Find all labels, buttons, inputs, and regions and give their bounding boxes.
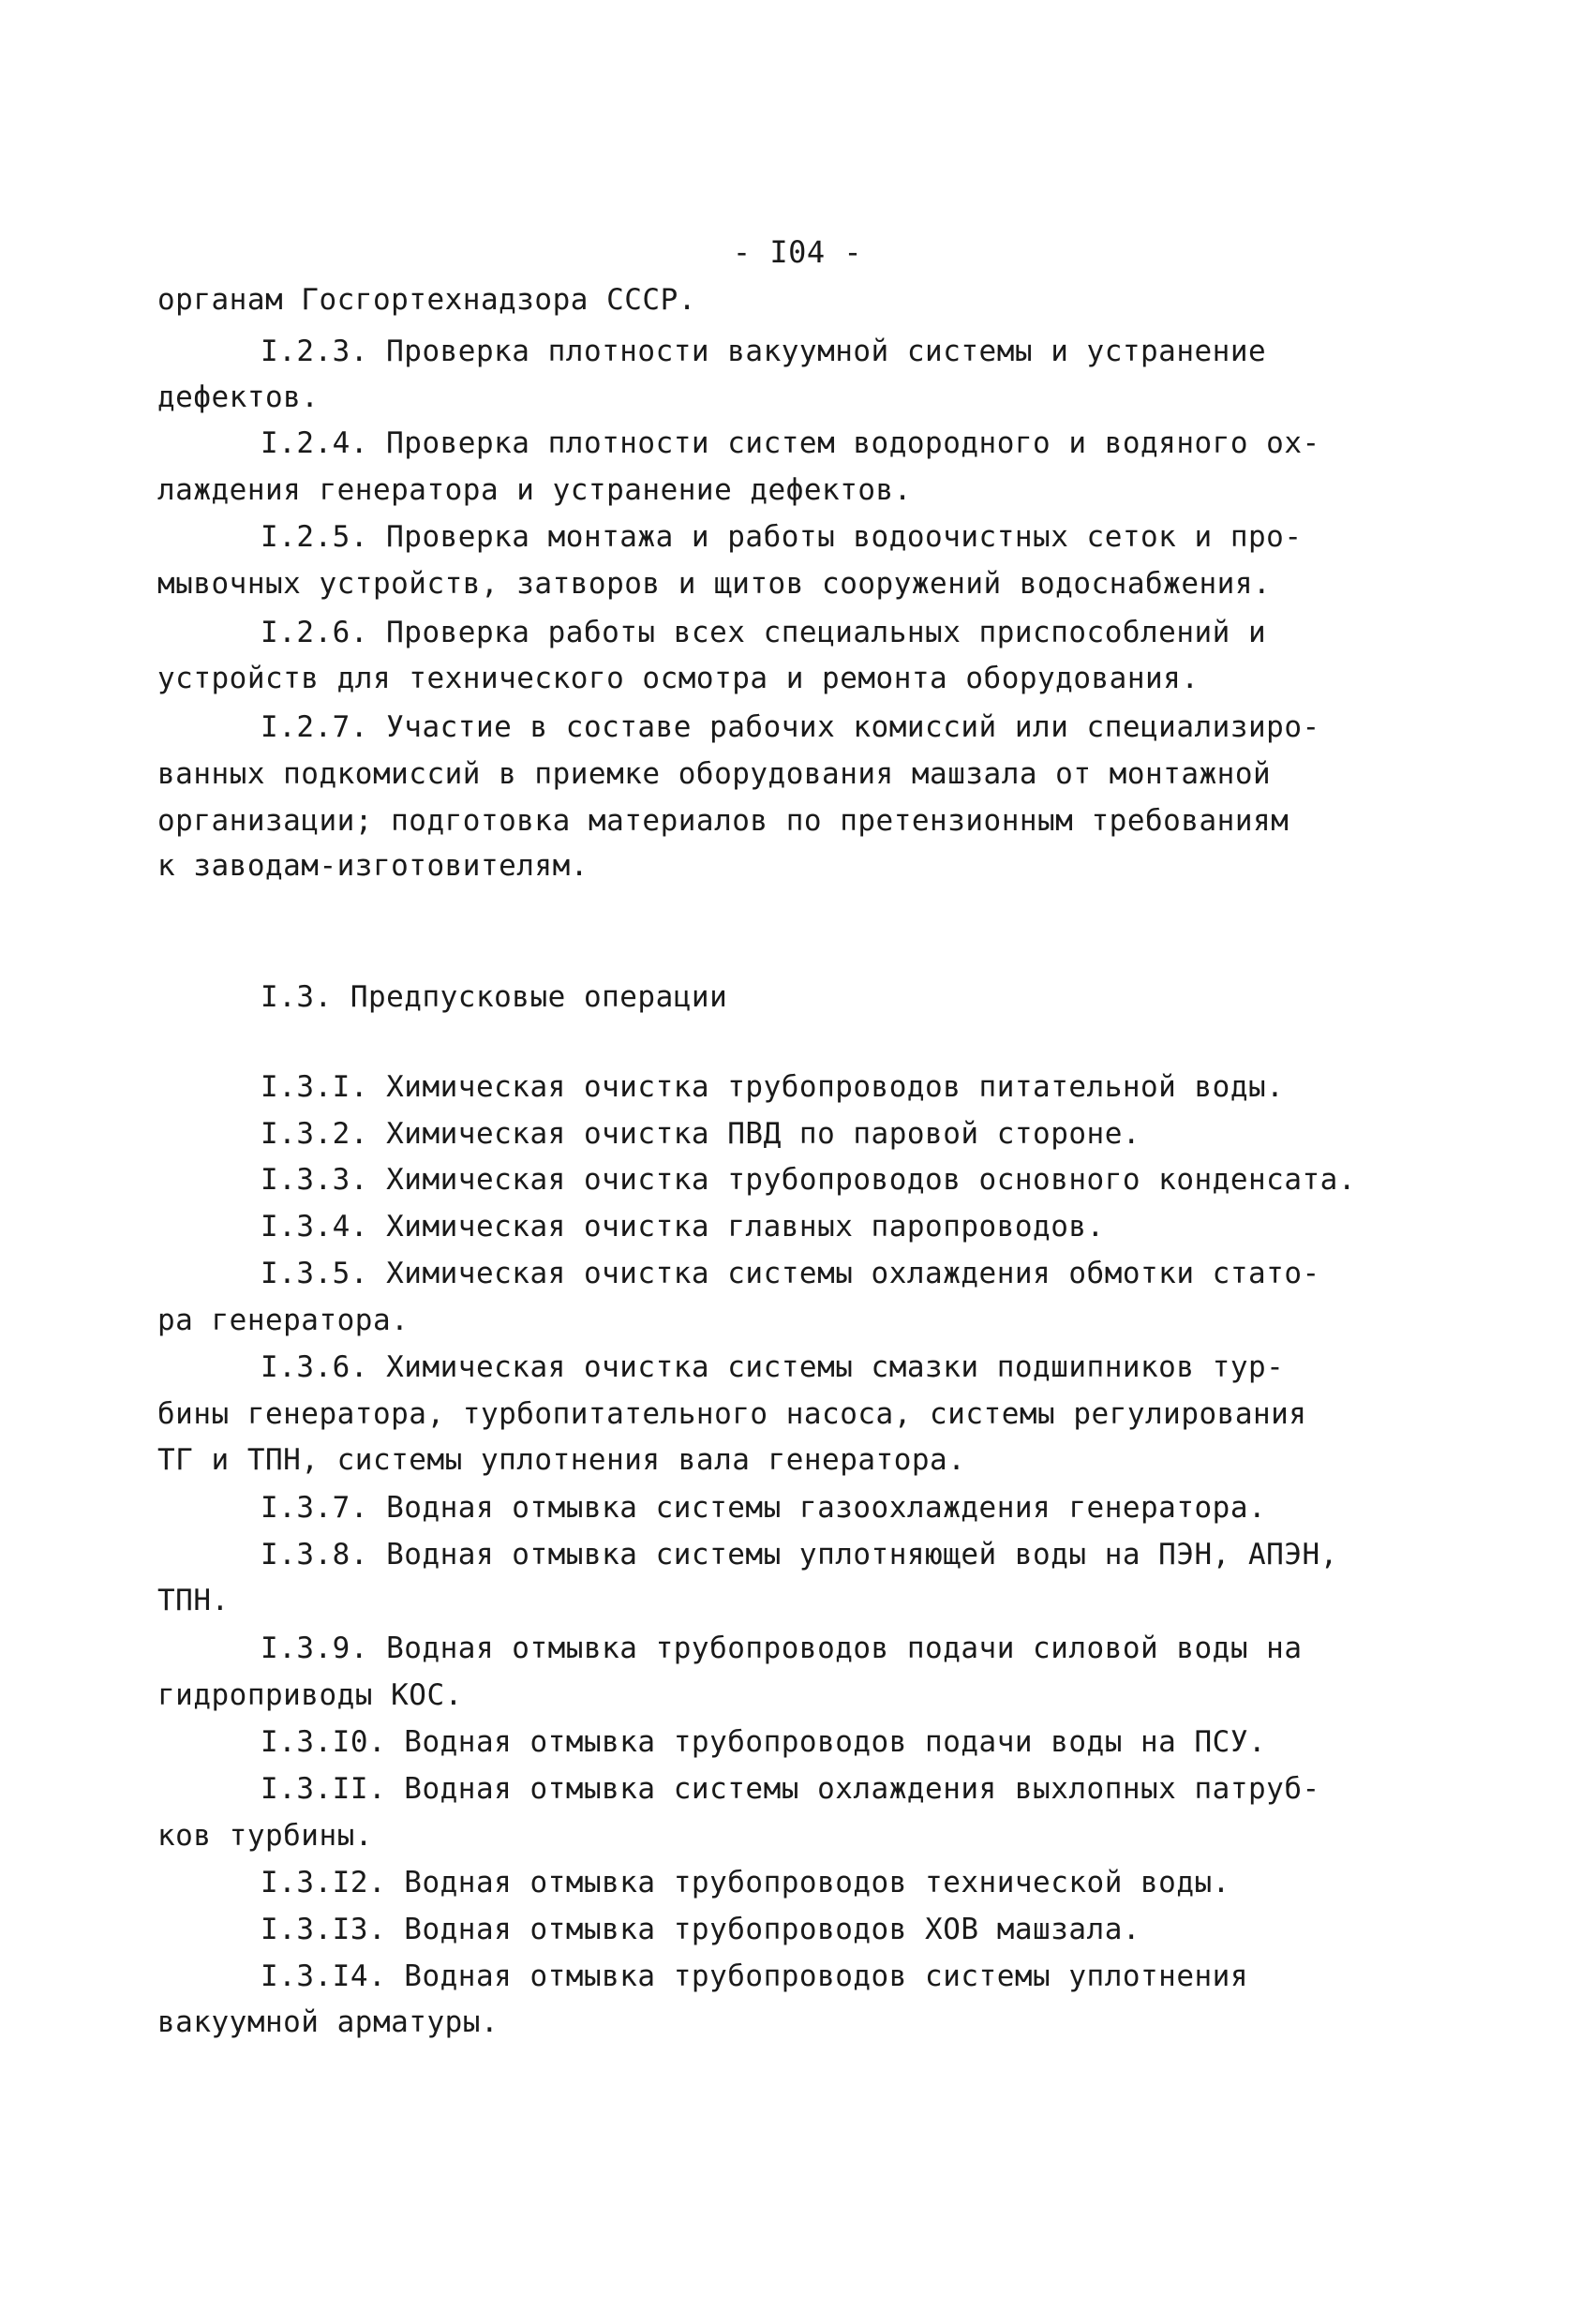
text-line: I.2.7. Участие в составе рабочих комиссий или специализиро- — [261, 710, 1320, 744]
text-line: I.3.4. Химическая очистка главных паропроводов. — [261, 1210, 1105, 1244]
text-line: дефектов. — [157, 380, 320, 414]
text-line: мывочных устройств, затворов и щитов сооружений водоснабжения. — [157, 567, 1272, 601]
text-line: I.3.I2. Водная отмывка трубопроводов технической воды. — [261, 1866, 1230, 1899]
text-line: I.3.6. Химическая очистка системы смазки подшипников тур- — [261, 1350, 1285, 1384]
text-line: I.3.II. Водная отмывка системы охлаждения выхлопных патруб- — [261, 1772, 1320, 1806]
text-line: ТПН. — [157, 1584, 230, 1617]
text-line: ванных подкомиссий в приемке оборудования машзала от монтажной — [157, 757, 1272, 791]
text-line: органам Госгортехнадзора СССР. — [157, 283, 696, 317]
text-line: гидроприводы КОС. — [157, 1678, 463, 1712]
text-line: I.3.I4. Водная отмывка трубопроводов системы уплотнения — [261, 1959, 1248, 1993]
text-line: I.3.I3. Водная отмывка трубопроводов ХОВ машзала. — [261, 1913, 1141, 1946]
page-number: - I04 - — [732, 234, 863, 270]
text-line: I.3.7. Водная отмывка системы газоохлаждения генератора. — [261, 1491, 1267, 1525]
text-line: ТГ и ТПН, системы уплотнения вала генератора. — [157, 1443, 966, 1477]
text-line: I.3.I0. Водная отмывка трубопроводов подачи воды на ПСУ. — [261, 1725, 1267, 1759]
text-line: к заводам-изготовителям. — [157, 849, 589, 883]
text-line: I.2.4. Проверка плотности систем водородного и водяного ох- — [261, 426, 1320, 460]
text-line: I.2.6. Проверка работы всех специальных приспособлений и — [261, 616, 1267, 649]
text-line: бины генератора, турбопитательного насоса, системы регулирования — [157, 1397, 1307, 1431]
text-line: I.3.2. Химическая очистка ПВД по паровой стороне. — [261, 1117, 1141, 1151]
text-line: лаждения генератора и устранение дефектов. — [157, 473, 912, 507]
text-line: вакуумной арматуры. — [157, 2005, 499, 2039]
text-line: ра генератора. — [157, 1304, 410, 1337]
section-heading: I.3. Предпусковые операции — [261, 980, 728, 1014]
text-line: I.3.3. Химическая очистка трубопроводов основного конденсата. — [261, 1163, 1356, 1197]
text-line: ков турбины. — [157, 1819, 373, 1853]
text-line: I.3.I. Химическая очистка трубопроводов питательной воды. — [261, 1070, 1285, 1104]
text-line: I.2.3. Проверка плотности вакуумной системы и устранение — [261, 335, 1267, 368]
text-line: I.2.5. Проверка монтажа и работы водоочистных сеток и про- — [261, 520, 1303, 554]
text-line: организации; подготовка материалов по претензионным требованиям — [157, 804, 1289, 838]
text-line: I.3.8. Водная отмывка системы уплотняющей воды на ПЭН, АПЭН, — [261, 1538, 1338, 1572]
text-line: I.3.5. Химическая очистка системы охлаждения обмотки стато- — [261, 1257, 1320, 1290]
text-line: I.3.9. Водная отмывка трубопроводов подачи силовой воды на — [261, 1631, 1303, 1665]
text-line: устройств для технического осмотра и ремонта оборудования. — [157, 662, 1200, 695]
